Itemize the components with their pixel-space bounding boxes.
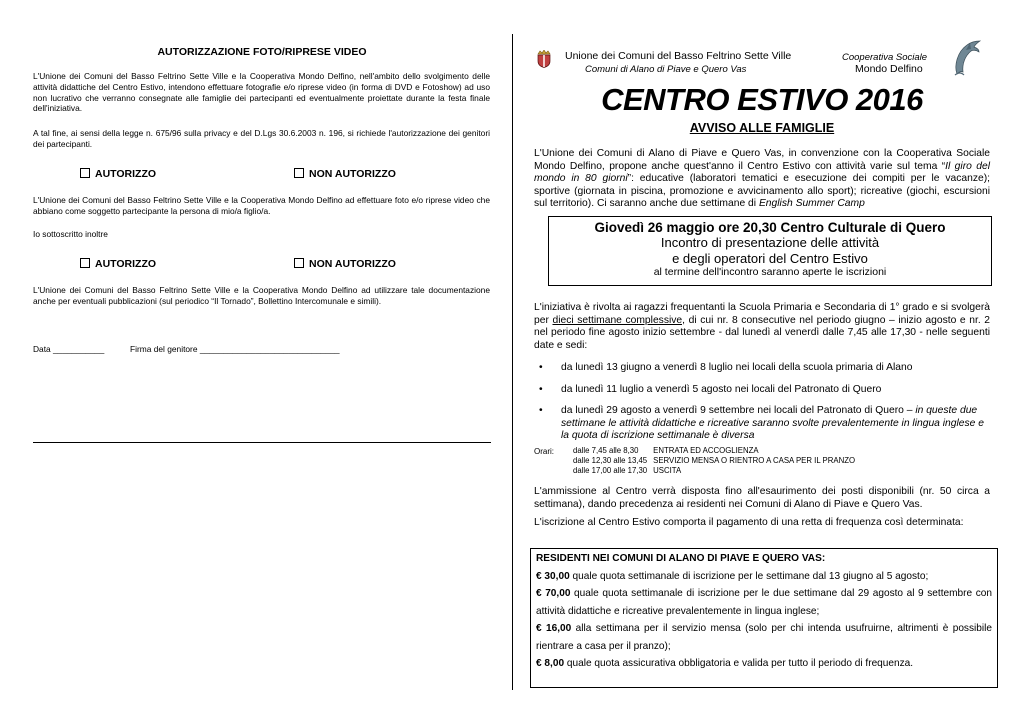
event-description: Incontro di presentazione delle attività [660, 235, 880, 250]
table-row: dalle 7,45 alle 8,30 ENTRATA ED ACCOGLIENZA [573, 446, 759, 455]
dates-list [534, 362, 990, 451]
date-field[interactable]: Data ___________ [33, 344, 105, 354]
cooperative-name: Mondo Delfino [855, 63, 923, 75]
list-item: • da lunedì 29 agosto a venerdì 9 settembre nei locali del Patronato di Quero – in queste due settimane le attività didattiche e ricreative saranno svolte prevalentemente in lingua inglese e la quota di iscrizione settimanale è diversa [534, 405, 990, 443]
fee-item: € 16,00 alla settimana per il servizio mensa (solo per chi intenda usufruirne, altrimenti è possibile rientrare a casa per il pranzo); [536, 623, 992, 652]
orari-label: Orari: [534, 447, 554, 456]
undersigned-text: Io sottoscritto inoltre [33, 229, 108, 239]
page-title: CENTRO ESTIVO 2016 [601, 82, 923, 117]
fee-item: € 8,00 quale quota assicurativa obbligatoria e valida per tutto il periodo di frequenza. [536, 658, 914, 669]
program-paragraph: L'iniziativa è rivolta ai ragazzi frequentanti la Scuola Primaria e Secondaria di 1° grado e si svolgerà per dieci settimane complessive, di cui nr. 8 consecutive nel periodo giugno – inizio agosto e nr. 2 nel periodo fine agosto inizio settembre - dal lunedì al venerdì dalle 7,45 alle 17,30 - nelle seguenti date e sedi: [534, 302, 990, 351]
checkbox-icon[interactable] [80, 168, 90, 178]
fee-item: € 70,00 quale quota settimanale di iscrizione per le due settimane dal 29 agosto al 9 settembre con attività didattiche e ricreative prevalentemente in lingua inglese; [536, 588, 992, 617]
schedule-table [573, 446, 861, 476]
autorizzo-checkbox-1[interactable]: AUTORIZZO [80, 168, 156, 180]
privacy-notice: A tal fine, ai sensi della legge n. 675/96 sulla privacy e del D.Lgs 30.6.2003 n. 196, si richiede l'autorizzazione dei genitori dei partecipanti. [33, 128, 490, 149]
signature-field[interactable]: Firma del genitore ______________________________ [130, 344, 340, 354]
cut-line [33, 442, 491, 443]
fee-intro: L'iscrizione al Centro Estivo comporta il pagamento di una retta di frequenza così determinata: [534, 517, 964, 528]
fees-heading: RESIDENTI NEI COMUNI DI ALANO DI PIAVE E QUERO VAS: [536, 553, 826, 564]
dolphin-logo-icon [951, 38, 983, 78]
fees-box [530, 548, 998, 688]
checkbox-icon[interactable] [294, 168, 304, 178]
list-item: • da lunedì 13 giugno a venerdì 8 luglio nei locali della scuola primaria di Alano [534, 362, 990, 375]
autorizzo-checkbox-2[interactable]: AUTORIZZO [80, 258, 156, 270]
event-note: al termine dell'incontro saranno aperte le iscrizioni [653, 266, 887, 278]
event-date: Giovedì 26 maggio ore 20,30 Centro Culturale di Quero [594, 220, 946, 235]
page-divider [512, 34, 513, 690]
coat-of-arms-icon [537, 50, 551, 68]
admission-paragraph: L'ammissione al Centro verrà disposta fino all'esaurimento dei posti disponibili (nr. 50 circa a settimana), dando precedenza ai residenti nei Comuni di Alano di Piave e Quero Vas. [534, 486, 990, 510]
event-box [548, 216, 992, 286]
table-row: dalle 12,30 alle 13,45 SERVIZIO MENSA O RIENTRO A CASA PER IL PRANZO [573, 456, 856, 465]
photo-consent-text: L'Unione dei Comuni del Basso Feltrino Sette Ville e la Cooperativa Mondo Delfino ad effettuare foto e/o riprese video che abbiano come soggetto partecipante la persona di mio/a figlio/a. [33, 195, 490, 216]
list-item: • da lunedì 11 luglio a venerdì 5 agosto nei locali del Patronato di Quero [534, 384, 990, 397]
cooperative-label: Cooperativa Sociale [842, 52, 928, 63]
authorization-title: AUTORIZZAZIONE FOTO/RIPRESE VIDEO [157, 46, 367, 58]
non-autorizzo-checkbox-1[interactable]: NON AUTORIZZO [294, 168, 396, 180]
communes-name: Comuni di Alano di Piave e Quero Vas [585, 64, 747, 75]
table-row: dalle 17,00 alle 17,30 USCITA [573, 466, 682, 475]
event-description-2: e degli operatori del Centro Estivo [672, 251, 868, 266]
fee-item: € 30,00 quale quota settimanale di iscrizione per le settimane dal 13 giugno al 5 agosto; [536, 570, 929, 582]
checkbox-icon[interactable] [80, 258, 90, 268]
authorization-intro: L'Unione dei Comuni del Basso Feltrino Sette Ville e la Cooperativa Mondo Delfino, nell'ambito dello svolgimento delle attività didattiche del Centro Estivo, intendono effettuare fotografie e/o riprese video (in forma di DVD e Fotoshow) ad uso non lucrativo che verranno consegnate alle famiglie dei partecipanti ed eventualmente proiettate durante la festa finale dell'iniziativa. [33, 71, 490, 114]
intro-paragraph: L'Unione dei Comuni di Alano di Piave e Quero Vas, in convenzione con la Cooperativa Sociale Mondo Delfino, propone anche quest'anno il Centro Estivo con attività varie sul tema “Il giro del mondo in 80 giorni”: educative (laboratori tematici e esecuzione dei compiti per le vacanze); sportive (giornata in piscina, promozione e avvicinamento allo sport); ricreative (giochi, escursioni sul territorio). Ci saranno anche due settimane di English Summer Camp [534, 148, 991, 210]
page-subtitle: AVVISO ALLE FAMIGLIE [689, 121, 835, 135]
publication-consent-text: L'Unione dei Comuni del Basso Feltrino Sette Ville e la Cooperativa Mondo Delfino ad utilizzare tale documentazione anche per eventuali pubblicazioni (sul periodico “Il Tornado”, Bollettino Intercomunale e simili). [33, 285, 490, 306]
union-name: Unione dei Comuni del Basso Feltrino Sette Ville [565, 50, 792, 62]
checkbox-icon[interactable] [294, 258, 304, 268]
non-autorizzo-checkbox-2[interactable]: NON AUTORIZZO [294, 258, 396, 270]
